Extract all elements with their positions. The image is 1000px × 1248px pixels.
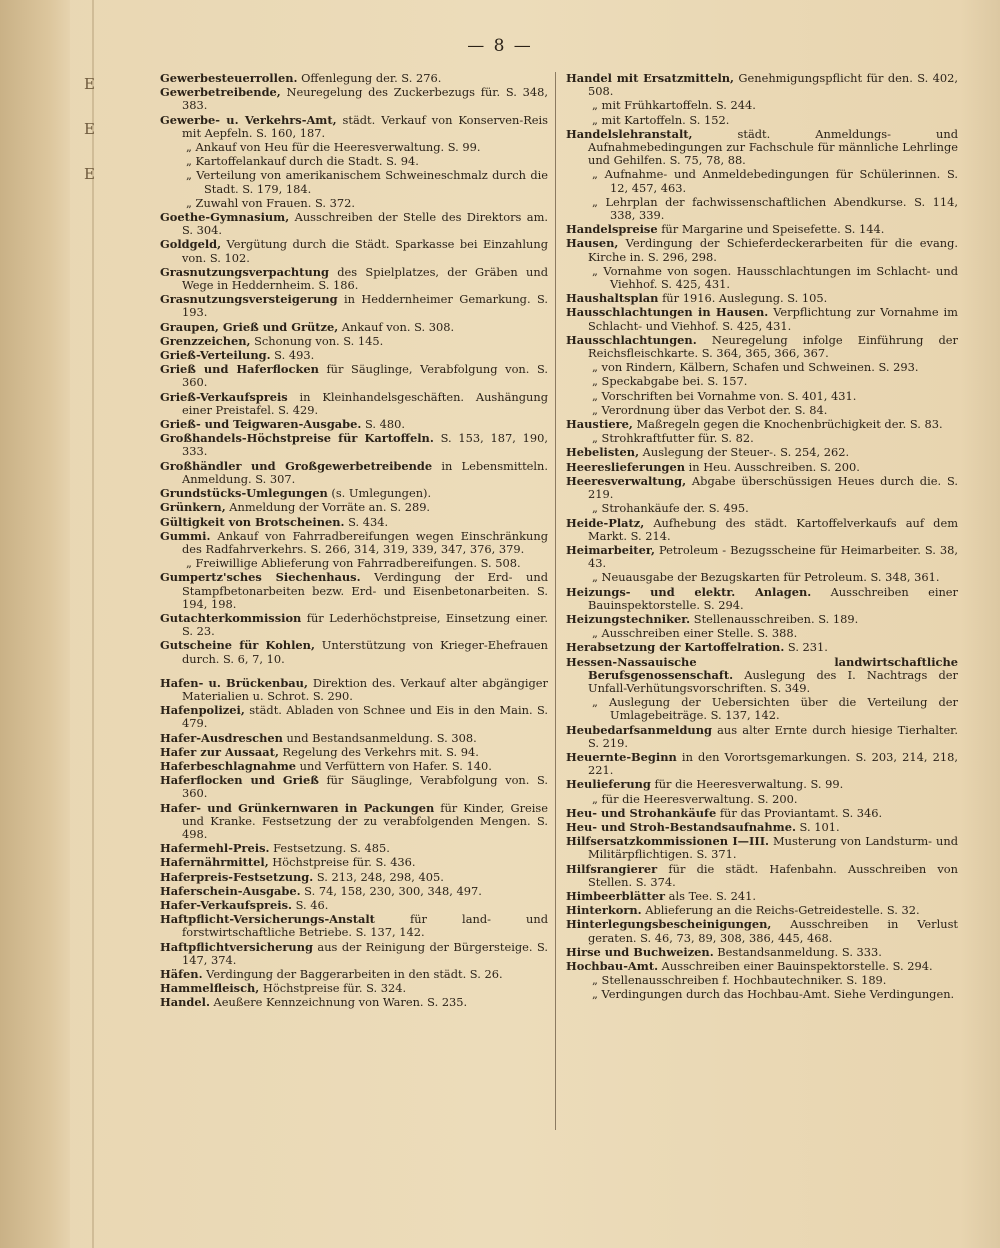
index-entry — [160, 639, 548, 665]
index-keyword: Hafer- und Grünkernwaren in Packungen — [160, 800, 435, 815]
ditto-mark: „ — [592, 570, 598, 585]
index-entry — [566, 696, 958, 722]
ditto-mark: „ — [592, 973, 598, 988]
index-entry — [160, 516, 548, 529]
index-description: Stellenausschreiben f. Hochbautechniker. S. 189. — [597, 973, 887, 988]
index-keyword: Großhandels-Höchstpreise für Kartoffeln. — [160, 431, 434, 446]
index-keyword: Heulieferung — [566, 777, 651, 792]
index-entry — [160, 391, 548, 417]
index-description: Neuregelung des Zuckerbezugs für. S. 348, 383. — [182, 85, 548, 113]
index-entry — [160, 418, 548, 431]
ditto-mark: „ — [592, 263, 598, 278]
index-keyword: Hirse und Buchweizen. — [566, 944, 714, 959]
index-keyword: Hausschlachtungen. — [566, 332, 697, 347]
page-number: — 8 — — [467, 36, 533, 56]
index-description: S. 101. — [795, 819, 840, 834]
index-keyword: Hilfsersatzkommissionen I—III. — [566, 834, 769, 849]
index-description: für die städt. Hafenbahn. Ausschreiben von Stellen. S. 374. — [588, 861, 958, 889]
index-keyword: Heu- und Strohankäufe — [566, 805, 717, 820]
index-keyword: Gumpertz'sches Siechenhaus. — [160, 570, 361, 585]
index-keyword: Hessen-Nassauische landwirtschaftliche Berufsgenossenschaft. — [566, 654, 958, 682]
index-description: Auslegung der Uebersichten über die Verteilung der Umlagebeiträge. S. 137, 142. — [597, 695, 958, 723]
index-entry — [566, 306, 958, 332]
index-keyword: Hafen- u. Brückenbau, — [160, 675, 308, 690]
index-keyword: Gutscheine für Kohlen, — [160, 638, 315, 653]
index-description: Direktion des. Verkauf alter abgängiger Materialien u. Schrot. S. 290. — [182, 675, 548, 703]
column-divider — [555, 72, 556, 1130]
index-keyword: Herabsetzung der Kartoffelration. — [566, 640, 785, 655]
book-binding — [0, 0, 70, 1248]
index-description: Ausschreiben der Stelle des Direktors am. S. 304. — [182, 210, 548, 238]
index-description: Verdingung der Baggerarbeiten in den städt. S. 26. — [202, 967, 503, 981]
index-keyword: Goldgeld, — [160, 237, 222, 252]
index-keyword: Hausen, — [566, 236, 619, 251]
index-description: Ankauf von Heu für die Heeresverwaltung. S. 99. — [191, 140, 481, 155]
index-description: Ausschreiben in Verlust geraten. S. 46, 73, 89, 308, 386, 445, 468. — [588, 917, 958, 945]
index-column-right — [566, 72, 958, 1003]
ditto-mark: „ — [592, 194, 598, 209]
ditto-mark: „ — [186, 140, 192, 155]
index-description: S. 434. — [344, 514, 389, 529]
index-entry — [566, 475, 958, 501]
index-description: städt. Abladen von Schnee und Eis in den Main. S. 479. — [182, 703, 548, 731]
index-entry — [566, 751, 958, 777]
index-description: für Säuglinge, Verabfolgung von. S. 360. — [182, 362, 548, 390]
index-description: Zuwahl von Frauen. S. 372. — [191, 195, 355, 210]
index-keyword: Hafernährmittel, — [160, 855, 269, 870]
index-description: Höchstpreise für. S. 436. — [268, 855, 416, 870]
index-description: Abgabe überschüssigen Heues durch die. S. 219. — [588, 473, 958, 502]
index-description: Ankauf von Fahrradbereifungen wegen Einschränkung des Radfahrverkehrs. S. 266, 314, 319, 339, 347, 376, 379. — [182, 528, 548, 556]
index-description: mit Frühkartoffeln. S. 244. — [597, 98, 756, 113]
index-keyword: Großhändler und Großgewerbetreibende — [160, 458, 433, 473]
ditto-mark: „ — [592, 501, 598, 516]
index-entry — [566, 517, 958, 543]
index-entry — [160, 968, 548, 981]
index-description: für Margarine und Speisefette. S. 144. — [657, 222, 885, 237]
index-entry — [566, 890, 958, 903]
ditto-mark: „ — [592, 626, 598, 641]
index-description: (s. Umlegungen). — [327, 486, 432, 501]
index-entry — [566, 99, 958, 112]
index-description: Ausschreiben einer Bauinspektorstelle. S. 294. — [658, 959, 933, 973]
index-entry — [566, 641, 958, 654]
index-description: S. 480. — [361, 417, 405, 432]
index-entry — [566, 807, 958, 820]
ditto-mark: „ — [592, 388, 598, 403]
index-description: Festsetzung. S. 485. — [269, 841, 390, 856]
index-entry — [566, 946, 958, 959]
index-description: in Lebensmitteln. Anmeldung. S. 307. — [182, 458, 548, 486]
index-keyword: Haftpflichtversicherung — [160, 939, 313, 954]
index-entry — [566, 418, 958, 431]
index-entry — [566, 196, 958, 222]
ditto-mark: „ — [592, 431, 598, 446]
index-entry — [160, 842, 548, 855]
index-description: Neuregelung infolge Einführung der Reichsfleischkarte. S. 364, 365, 366, 367. — [588, 332, 958, 361]
index-description: für das Proviantamt. S. 346. — [716, 805, 883, 820]
index-entry — [160, 114, 548, 140]
index-description: Verdingungen durch das Hochbau-Amt. Siehe Verdingungen. — [597, 987, 955, 1002]
ditto-mark: „ — [592, 167, 598, 182]
index-description: Ankauf von. S. 308. — [338, 319, 455, 334]
index-description: städt. Verkauf von Konserven-Reis mit Aepfeln. S. 160, 187. — [182, 112, 548, 140]
index-keyword: Heereslieferungen — [566, 459, 686, 474]
index-entry — [160, 996, 548, 1009]
index-entry — [566, 974, 958, 987]
index-entry — [566, 863, 958, 889]
index-entry — [566, 114, 958, 127]
index-entry — [160, 774, 548, 800]
index-keyword: Haferschein-Ausgabe. — [160, 883, 301, 898]
index-entry — [566, 778, 958, 791]
index-keyword: Hammelfleisch, — [160, 981, 260, 996]
index-description: für die Heeresverwaltung. S. 200. — [597, 791, 798, 806]
index-keyword: Heimarbeiter, — [566, 542, 655, 557]
index-keyword: Heizungstechniker. — [566, 611, 691, 626]
index-keyword: Himbeerblätter — [566, 888, 666, 903]
index-description: für die Heeresverwaltung. S. 99. — [650, 777, 844, 792]
index-entry — [160, 704, 548, 730]
index-keyword: Hafer-Verkaufspreis. — [160, 897, 293, 912]
index-keyword: Gültigkeit von Brotscheinen. — [160, 514, 345, 529]
index-keyword: Haferbeschlagnahme — [160, 758, 297, 773]
index-entry — [160, 197, 548, 210]
index-keyword: Grieß- und Teigwaren-Ausgabe. — [160, 417, 362, 432]
index-entry — [160, 802, 548, 842]
index-description: Kartoffelankauf durch die Stadt. S. 94. — [191, 154, 419, 169]
index-keyword: Heizungs- und elektr. Anlagen. — [566, 584, 812, 599]
index-keyword: Handel. — [160, 995, 210, 1010]
index-keyword: Gutachterkommission — [160, 610, 302, 625]
index-entry — [566, 821, 958, 834]
index-description: S. 213, 248, 298, 405. — [313, 869, 444, 884]
index-entry — [566, 334, 958, 360]
index-entry — [160, 677, 548, 703]
index-keyword: Hausschlachtungen in Hausen. — [566, 305, 769, 320]
index-entry — [160, 169, 548, 195]
index-keyword: Grasnutzungsverpachtung — [160, 264, 329, 279]
index-keyword: Heeresverwaltung, — [566, 473, 687, 488]
index-description: von Rindern, Kälbern, Schafen und Schweinen. S. 293. — [597, 360, 919, 375]
index-description: des Spielplatzes, der Gräben und Wege in Heddernheim. S. 186. — [182, 264, 548, 293]
index-entry — [160, 501, 548, 514]
index-entry — [160, 155, 548, 168]
index-description: Strohkraftfutter für. S. 82. — [597, 431, 754, 446]
index-keyword: Hafermehl-Preis. — [160, 841, 270, 856]
ditto-mark: „ — [592, 791, 598, 806]
index-keyword: Grieß-Verkaufspreis — [160, 389, 288, 404]
ditto-mark: „ — [592, 987, 598, 1002]
index-entry — [160, 86, 548, 112]
index-entry — [160, 760, 548, 773]
index-entry — [160, 982, 548, 995]
index-description: und Bestandsanmeldung. S. 308. — [282, 730, 477, 745]
index-entry — [566, 793, 958, 806]
index-keyword: Gewerbetreibende, — [160, 85, 281, 100]
index-description: mit Kartoffeln. S. 152. — [597, 112, 730, 127]
index-entry — [160, 363, 548, 389]
index-entry — [160, 856, 548, 869]
index-entry — [566, 613, 958, 626]
index-description: Stellenausschreiben. S. 189. — [690, 611, 859, 626]
index-entry — [566, 586, 958, 612]
index-entry — [566, 223, 958, 236]
index-description: Anmeldung der Vorräte an. S. 289. — [225, 500, 431, 515]
index-description: S. 74, 158, 230, 300, 348, 497. — [300, 883, 482, 898]
index-keyword: Gummi. — [160, 528, 211, 543]
index-description: Strohankäufe der. S. 495. — [597, 501, 749, 516]
index-entry — [160, 293, 548, 319]
index-entry — [160, 732, 548, 745]
ditto-mark: „ — [186, 154, 192, 169]
index-keyword: Hilfsrangierer — [566, 861, 658, 876]
index-description: städt. Anmeldungs- und Aufnahmebedingungen zur Fachschule für männliche Lehrlinge und Gehilfen. S. 75, 78, 88. — [588, 126, 958, 168]
index-entry — [160, 72, 548, 85]
index-entry — [566, 361, 958, 374]
index-keyword: Heuernte-Beginn — [566, 749, 677, 764]
index-keyword: Grieß und Haferflocken — [160, 362, 319, 377]
index-entry — [566, 168, 958, 194]
index-entry — [566, 904, 958, 917]
index-keyword: Grünkern, — [160, 500, 226, 515]
edge-mark: E — [84, 120, 95, 138]
index-entry — [160, 871, 548, 884]
index-description: Schonung von. S. 145. — [250, 333, 384, 348]
index-entry — [160, 266, 548, 292]
index-entry — [566, 375, 958, 388]
index-description: Vornahme von sogen. Hausschlachtungen im Schlacht- und Viehhof. S. 425, 431. — [597, 263, 958, 292]
index-entry — [160, 913, 548, 939]
index-description: in Heu. Ausschreiben. S. 200. — [685, 459, 860, 474]
index-entry — [566, 72, 958, 98]
index-entry — [160, 321, 548, 334]
ditto-mark: „ — [592, 402, 598, 417]
index-description: Ausschreiben einer Stelle. S. 388. — [597, 626, 798, 641]
index-keyword: Graupen, Grieß und Grütze, — [160, 319, 339, 334]
index-description: als Tee. S. 241. — [665, 888, 757, 903]
index-description: Aeußere Kennzeichnung von Waren. S. 235. — [209, 995, 468, 1010]
index-description: aus alter Ernte durch hiesige Tierhalter. S. 219. — [588, 722, 958, 750]
index-entry — [160, 487, 548, 500]
index-entry — [566, 390, 958, 403]
index-description: Verdingung der Schieferdeckerarbeiten für die evang. Kirche in. S. 296, 298. — [588, 236, 958, 264]
index-entry — [160, 238, 548, 264]
index-description: Genehmigungspflicht für den. S. 402, 508. — [588, 71, 959, 99]
index-keyword: Handelspreise — [566, 222, 658, 237]
index-description: Auslegung der Steuer-. S. 254, 262. — [639, 445, 850, 460]
index-entry — [566, 502, 958, 515]
index-entry — [566, 724, 958, 750]
index-entry — [566, 835, 958, 861]
ditto-mark: „ — [592, 360, 598, 375]
index-entry — [566, 265, 958, 291]
index-description: S. 153, 187, 190, 333. — [182, 431, 548, 459]
index-description: in den Vorortsgemarkungen. S. 203, 214, 218, 221. — [588, 749, 958, 778]
index-entry — [160, 941, 548, 967]
ditto-mark: „ — [186, 168, 192, 183]
index-description: S. 46. — [292, 897, 329, 912]
index-description: Lehrplan der fachwissenschaftlichen Abendkurse. S. 114, 338, 339. — [597, 194, 958, 223]
index-keyword: Hinterkorn. — [566, 903, 642, 918]
index-keyword: Handelslehranstalt, — [566, 126, 693, 141]
index-description: Verdingung der Erd- und Stampfbetonarbeiten bezw. Erd- und Eisenbetonarbeiten. S. 194, 198. — [182, 570, 548, 611]
index-keyword: Haferpreis-Festsetzung. — [160, 869, 314, 884]
index-entry — [566, 292, 958, 305]
index-keyword: Grieß-Verteilung. — [160, 348, 271, 363]
index-description: Musterung von Landsturm- und Militärpflichtigen. S. 371. — [588, 834, 958, 862]
index-description: Speckabgabe bei. S. 157. — [597, 374, 748, 389]
index-description: aus der Reinigung der Bürgersteige. S. 147, 374. — [182, 939, 548, 967]
index-keyword: Hafenpolizei, — [160, 703, 245, 718]
index-description: Ablieferung an die Reichs-Getreidestelle. S. 32. — [641, 903, 920, 918]
index-keyword: Gewerbesteuerrollen. — [160, 71, 298, 85]
index-entry — [566, 128, 958, 168]
index-entry — [566, 237, 958, 263]
index-entry — [160, 885, 548, 898]
ditto-mark: „ — [186, 195, 192, 210]
index-keyword: Hochbau-Amt. — [566, 959, 659, 973]
edge-mark: E — [84, 165, 95, 183]
index-description: Regelung des Verkehrs mit. S. 94. — [278, 744, 479, 759]
index-keyword: Grenzzeichen, — [160, 333, 251, 348]
index-description: für 1916. Auslegung. S. 105. — [658, 291, 828, 306]
index-description: Petroleum - Bezugsscheine für Heimarbeiter. S. 38, 43. — [588, 542, 958, 571]
ditto-mark: „ — [592, 112, 598, 127]
index-keyword: Haftpflicht-Versicherungs-Anstalt — [160, 912, 375, 927]
index-entry — [160, 460, 548, 486]
index-column-left — [160, 72, 548, 1011]
ditto-mark: „ — [592, 374, 598, 389]
edge-marks — [84, 62, 98, 197]
index-entry — [160, 612, 548, 638]
index-description: Unterstützung von Krieger-Ehefrauen durch. S. 6, 7, 10. — [182, 638, 549, 666]
index-entry — [566, 988, 958, 1001]
index-keyword: Haustiere, — [566, 417, 633, 432]
index-entry — [566, 918, 958, 944]
index-keyword: Handel mit Ersatzmitteln, — [566, 71, 735, 85]
index-entry — [160, 335, 548, 348]
index-description: Aufhebung des städt. Kartoffelverkaufs auf dem Markt. S. 214. — [588, 515, 958, 543]
index-entry — [566, 446, 958, 459]
index-description: Freiwillige Ablieferung von Fahrradbereifungen. S. 508. — [191, 556, 521, 571]
index-description: für Säuglinge, Verabfolgung von. S. 360. — [182, 773, 548, 801]
index-keyword: Hafer-Ausdreschen — [160, 730, 283, 745]
index-description: für Kinder, Greise und Kranke. Festsetzung der zu verabfolgenden Mengen. S. 498. — [182, 800, 548, 841]
index-entry — [160, 571, 548, 611]
index-entry — [566, 656, 958, 696]
index-description: für Lederhöchstpreise, Einsetzung einer. S. 23. — [182, 610, 548, 639]
index-keyword: Häfen. — [160, 967, 203, 981]
index-entry — [566, 627, 958, 640]
index-entry — [566, 544, 958, 570]
index-entry — [160, 349, 548, 362]
index-description: Vorschriften bei Vornahme von. S. 401, 431. — [597, 388, 857, 403]
index-entry — [566, 404, 958, 417]
index-keyword: Grundstücks-Umlegungen — [160, 486, 328, 501]
index-entry — [160, 432, 548, 458]
index-description: S. 493. — [270, 348, 315, 363]
index-entry — [566, 571, 958, 584]
index-entry — [160, 899, 548, 912]
index-keyword: Heu- und Stroh-Bestandsaufnahme. — [566, 819, 796, 834]
index-keyword: Hinterlegungsbescheinigungen, — [566, 917, 772, 932]
edge-mark: E — [84, 75, 95, 93]
index-description: Verpflichtung zur Vornahme im Schlacht- und Viehhof. S. 425, 431. — [588, 305, 958, 333]
index-description: Neuausgabe der Bezugskarten für Petroleum. S. 348, 361. — [597, 570, 940, 585]
index-keyword: Haferflocken und Grieß — [160, 773, 319, 788]
index-description: Maßregeln gegen die Knochenbrüchigkeit der. S. 83. — [632, 417, 943, 432]
index-entry — [160, 557, 548, 570]
index-keyword: Grasnutzungsversteigerung — [160, 292, 338, 307]
index-entry — [160, 141, 548, 154]
index-description: Verordnung über das Verbot der. S. 84. — [597, 402, 828, 417]
ditto-mark: „ — [186, 556, 192, 571]
index-description: und Verfüttern von Hafer. S. 140. — [296, 758, 492, 773]
index-description: für land- und forstwirtschaftliche Betriebe. S. 137, 142. — [182, 912, 548, 940]
index-keyword: Gewerbe- u. Verkehrs-Amt, — [160, 112, 337, 127]
index-entry — [160, 746, 548, 759]
index-description: in Kleinhandelsgeschäften. Aushängung einer Preistafel. S. 429. — [182, 389, 548, 417]
index-entry — [160, 530, 548, 556]
index-entry — [566, 432, 958, 445]
index-keyword: Heide-Platz, — [566, 515, 645, 530]
index-keyword: Goethe-Gymnasium, — [160, 210, 290, 225]
ditto-mark: „ — [592, 98, 598, 113]
index-entry — [566, 461, 958, 474]
ditto-mark: „ — [592, 695, 598, 710]
index-description: S. 231. — [784, 640, 828, 655]
index-description: Aufnahme- und Anmeldebedingungen für Schülerinnen. S. 12, 457, 463. — [597, 167, 958, 195]
index-keyword: Haushaltsplan — [566, 291, 659, 306]
index-description: Verteilung von amerikanischem Schweineschmalz durch die Stadt. S. 179, 184. — [191, 168, 548, 196]
index-keyword: Hafer zur Aussaat, — [160, 744, 279, 759]
index-description: Bestandsanmeldung. S. 333. — [713, 944, 882, 959]
index-description: Ausschreiben einer Bauinspektorstelle. S. 294. — [588, 584, 958, 612]
index-description: Höchstpreise für. S. 324. — [259, 981, 407, 996]
index-description: Offenlegung der. S. 276. — [297, 71, 442, 85]
index-description: Auslegung des I. Nachtrags der Unfall-Verhütungsvorschriften. S. 349. — [588, 667, 958, 695]
index-entry — [566, 960, 958, 973]
index-keyword: Heubedarfsanmeldung — [566, 722, 712, 737]
index-description: in Heddernheimer Gemarkung. S. 193. — [182, 292, 548, 320]
index-keyword: Hebelisten, — [566, 445, 640, 460]
index-description: Vergütung durch die Städt. Sparkasse bei Einzahlung von. S. 102. — [182, 237, 548, 265]
index-entry — [160, 211, 548, 237]
